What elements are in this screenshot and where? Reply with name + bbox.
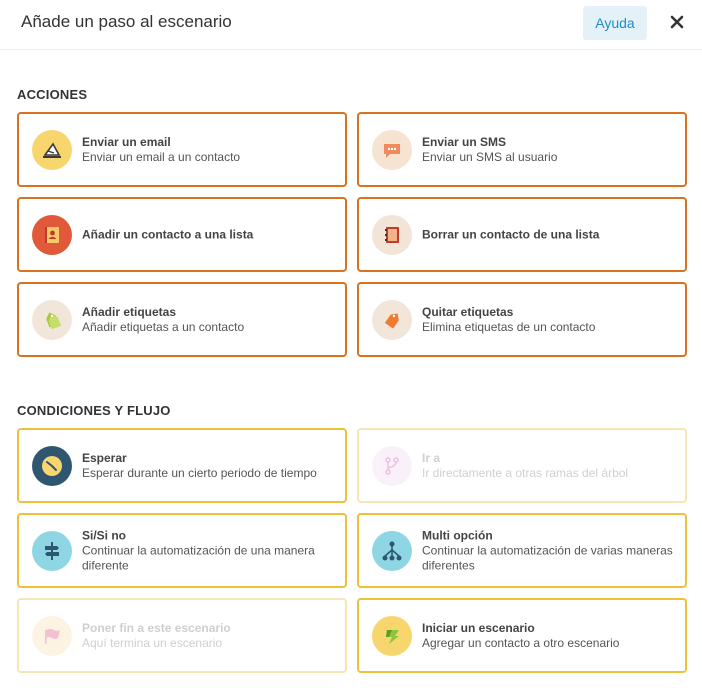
card-desc: Esperar durante un cierto periodo de tiempo [82,465,317,480]
contact-book-icon [32,215,72,255]
card-title: Ir a [422,450,441,465]
card-si-si-no[interactable] [17,513,347,588]
modal-title: Añade un paso al escenario [21,12,232,31]
card-title: Añadir etiquetas [82,304,177,319]
start-flag-icon [372,616,412,656]
close-icon[interactable] [666,11,688,33]
hierarchy-icon [372,531,412,571]
card-title: Borrar un contacto de una lista [422,227,600,241]
address-book-icon [372,215,412,255]
card-desc: Ir directamente a otras ramas del árbol [422,465,629,480]
branch-icon [372,446,412,486]
card-desc: Continuar la automatización de varias maneras diferentes [422,543,673,572]
card-desc: Elimina etiquetas de un contacto [422,319,596,334]
card-title: Añadir un contacto a una lista [82,227,254,241]
envelope-icon [32,130,72,170]
card-poner-fin [17,598,347,673]
section-title-acciones: ACCIONES [17,87,88,102]
card-title: Si/Si no [82,528,127,542]
card-title: Enviar un SMS [422,134,507,149]
card-title: Poner fin a este escenario [82,620,231,635]
card-desc: Agregar un contacto a otro escenario [422,635,620,650]
card-desc: Enviar un email a un contacto [82,149,241,164]
signpost-icon [32,531,72,571]
card-desc: Añadir etiquetas a un contacto [82,319,245,334]
card-ir-a [357,428,687,503]
chat-icon [372,130,412,170]
card-title: Quitar etiquetas [422,304,514,319]
card-desc: Continuar la automatización de una manera diferente [82,543,315,572]
card-esperar[interactable] [17,428,347,503]
card-title: Esperar [82,450,127,465]
card-quitar-etiquetas[interactable] [357,282,687,357]
section-title-condiciones: CONDICIONES Y FLUJO [17,403,171,418]
card-title: Iniciar un escenario [422,620,535,635]
card-iniciar-escenario[interactable] [357,598,687,673]
help-button[interactable]: Ayuda [583,6,647,40]
card-enviar-sms[interactable] [357,112,687,187]
modal-header [0,0,702,50]
flag-icon [32,616,72,656]
card-enviar-email[interactable] [17,112,347,187]
card-anadir-etiquetas[interactable] [17,282,347,357]
card-borrar-contacto-lista[interactable] [357,197,687,272]
clock-icon [32,446,72,486]
card-title: Enviar un email [82,134,171,149]
card-desc: Aquí termina un escenario [82,635,223,650]
card-multi-opcion[interactable] [357,513,687,588]
card-anadir-contacto-lista[interactable] [17,197,347,272]
card-desc: Enviar un SMS al usuario [422,149,558,164]
card-title: Multi opción [422,528,493,542]
tags-icon [32,300,72,340]
tag-icon [372,300,412,340]
